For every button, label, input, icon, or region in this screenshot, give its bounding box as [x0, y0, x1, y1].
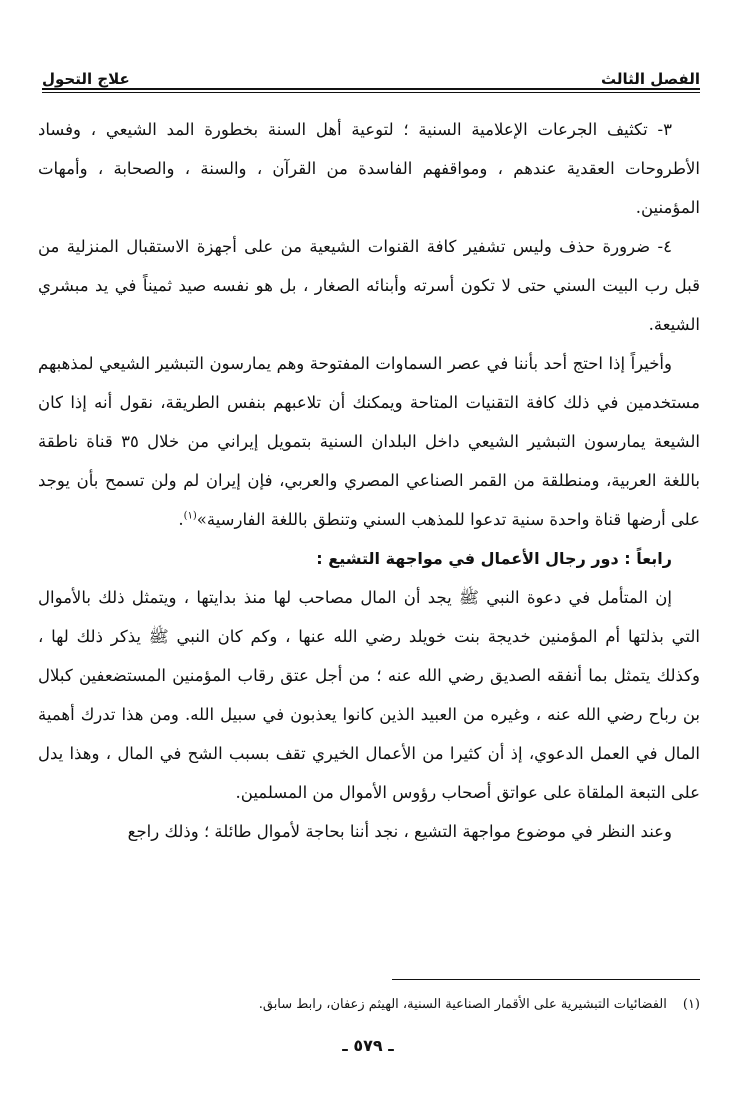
topic-title: علاج التحول	[42, 70, 130, 88]
paragraph-businessmen-role: إن المتأمل في دعوة النبي ﷺ يجد أن المال مصاحب لها منذ بدايتها ، ويتمثل ذلك بالأموال التي بذلتها أم المؤمنين خديجة بنت خويلد رضي الله عنها ، وكم كان النبي ﷺ يذكر ذلك لها ، وكذلك يتمثل بما أنفقه الصديق رضي الله عنه ؛ من أجل عتق رقاب المؤمنين المستضعفين كبلال بن رباح رضي الله عنه ، وغيره من العبيد الذين كانوا يعذبون في سبيل الله. ومن هذا تدرك أهمية المال في العمل الدعوي، إذ أن كثيرا من الأعمال الخيري تقف بسبب الشح في المال ، وهذا يدل على التبعة الملقاة على عواتق أصحاب رؤوس الأموال من المسلمين.	[38, 588, 700, 802]
running-header	[42, 58, 700, 88]
footnote-text: الفضائيات التبشيرية على الأقمار الصناعية السنية، الهيثم زعفان، رابط سابق.	[258, 997, 667, 1012]
paragraph-funding-need: وعند النظر في موضوع مواجهة التشيع ، نجد أننا بحاجة لأموال طائلة ؛ وذلك راجع	[127, 822, 672, 841]
body-text	[38, 110, 700, 851]
footnote-number: (١)	[682, 997, 700, 1012]
footnote-separator	[392, 979, 700, 980]
page-number: ـ ٥٧٩ ـ	[342, 1036, 394, 1055]
header-rule-thin	[42, 92, 700, 93]
paragraph-point-3: ٣- تكثيف الجرعات الإعلامية السنية ؛ لتوعية أهل السنة بخطورة المد الشيعي ، وفساد الأطروحات العقدية عندهم ، ومواقفهم الفاسدة من القرآن ، والسنة ، والصحابة ، وأمهات المؤمنين.	[38, 120, 700, 217]
paragraph-conclusion-text: وأخيراً إذا احتج أحد بأننا في عصر السماوات المفتوحة وهم يمارسون التبشير الشيعي لمذهبهم مستخدمين في ذلك كافة التقنيات المتاحة ويمكنك أن تلاعبهم بنفس الطريقة، نقول أنه إذا كان الشيعة يمارسون التبشير الشيعي داخل البلدان السنية بتمويل إيراني من خلال ٣٥ قناة ناطقة باللغة العربية، ومنطلقة من القمر الصناعي المصري والعربي، فإن إيران لم ولن تسمح بأن يوجد على أرضها قناة واحدة سنية تدعوا للمذهب السني وتنطق باللغة الفارسية»	[38, 354, 700, 529]
paragraph-point-4: ٤- ضرورة حذف وليس تشفير كافة القنوات الشيعية من على أجهزة الاستقبال المنزلية من قبل رب البيت السني حتى لا تكون أسرته وأبنائه الصغار ، بل هو نفسه صيد ثميناً في يد مبشري الشيعة.	[38, 237, 700, 334]
paragraph-conclusion-end: .	[178, 510, 184, 529]
footnote-reference: (١)	[183, 510, 197, 522]
paragraph-conclusion	[38, 344, 700, 539]
section-heading: رابعاً : دور رجال الأعمال في مواجهة التشيع :	[316, 549, 672, 568]
header-rule	[42, 88, 700, 90]
footnote	[36, 994, 700, 1016]
chapter-title: الفصل الثالث	[600, 70, 700, 88]
